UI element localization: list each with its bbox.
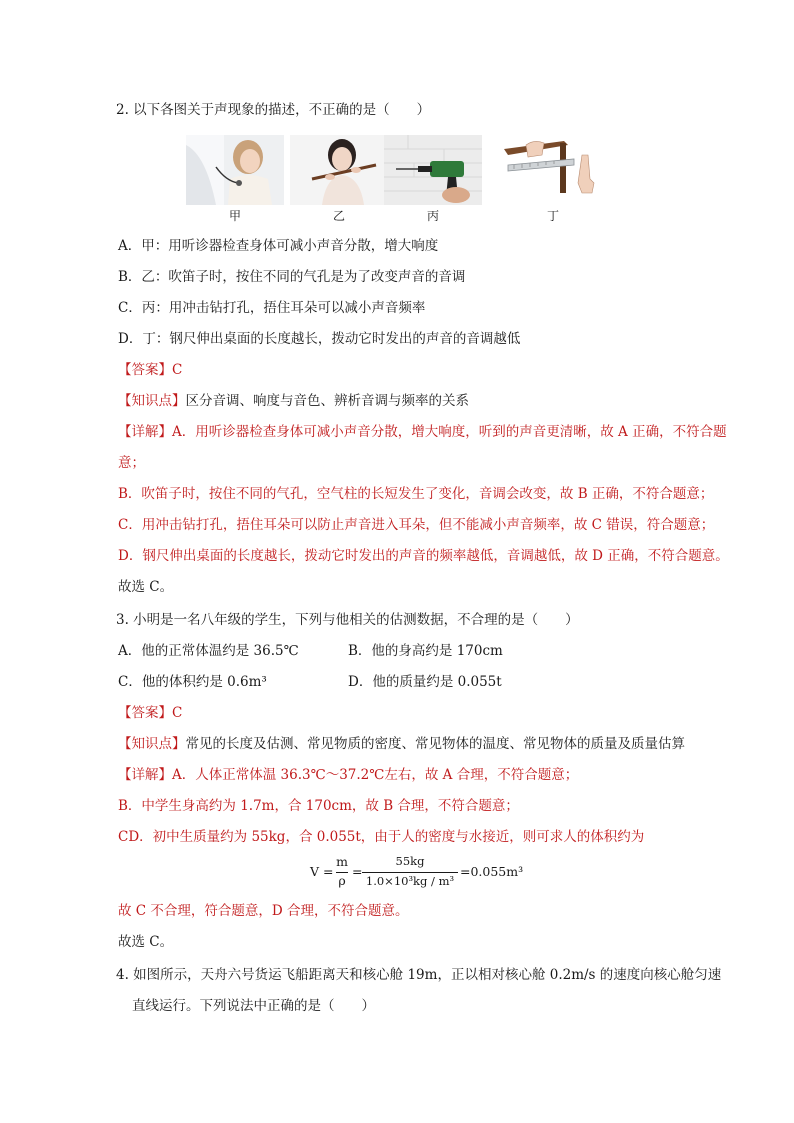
fraction-bar xyxy=(362,872,458,873)
figure-jia-stethoscope xyxy=(186,135,284,205)
formula-rho: ρ xyxy=(338,873,346,888)
answer-value: C xyxy=(172,705,183,721)
q2-stem: 2. 以下各图关于声现象的描述，不正确的是（ ） xyxy=(116,102,431,118)
knowledge-tag: 【知识点】 xyxy=(118,393,186,409)
q3-answer xyxy=(118,703,182,723)
caption-yi: 乙 xyxy=(332,209,345,223)
knowledge-tag: 【知识点】 xyxy=(118,736,186,752)
q2-knowledge-point xyxy=(118,391,469,411)
knowledge-text: 常见的长度及估测、常见物质的密度、常见物体的温度、常见物体的质量及质量估算 xyxy=(185,736,685,752)
q3-option-c: C．他的体积约是 0.6m³ xyxy=(118,674,267,690)
explain-text: A．用听诊器检查身体可减小声音分散，增大响度，听到的声音更清晰，故 A 正确，不符合题 xyxy=(172,424,727,440)
q3-explain-line-3: CD．初中生质量约为 55kg，合 0.055t，由于人的密度与水接近，则可求人的体积约为 xyxy=(118,829,645,845)
q2-option-b: B．乙：吹笛子时，按住不同的气孔是为了改变声音的音调 xyxy=(118,269,466,285)
q2-option-c: C．丙：用冲击钻打孔，捂住耳朵可以减小声音频率 xyxy=(118,300,426,316)
q2-conclusion: 故选 C。 xyxy=(118,579,174,595)
answer-tag: 【答案】 xyxy=(118,362,172,378)
formula-lhs: V = xyxy=(310,864,334,879)
q3-option-d: D．他的质量约是 0.055t xyxy=(348,674,502,690)
caption-jia: 甲 xyxy=(228,209,241,223)
q3-option-b: B．他的身高约是 170cm xyxy=(348,643,503,659)
formula-m: m xyxy=(336,854,348,869)
q2-answer xyxy=(118,360,182,380)
q2-option-d: D．丁：钢尺伸出桌面的长度越长，拨动它时发出的声音的音调越低 xyxy=(118,331,521,347)
explain-text: A．人体正常体温 36.3℃～37.2℃左右，故 A 合理，不符合题意； xyxy=(172,767,579,783)
formula-result: =0.055m³ xyxy=(460,864,524,879)
formula-denominator: 1.0×10³kg / m³ xyxy=(365,874,455,888)
volume-formula xyxy=(310,852,530,892)
q2-explain-line-5: D．钢尺伸出桌面的长度越长，拨动它时发出的声音的频率越低，音调越低，故 D 正确，不符合题意。 xyxy=(118,548,729,564)
q4-stem-line-1: 4. 如图所示，天舟六号货运飞船距离天和核心舱 19m，正以相对核心舱 0.2m/s 的速度向核心舱匀速 xyxy=(116,967,722,983)
q3-explain-line-2: B．中学生身高约为 1.7m，合 170cm，故 B 合理，不符合题意； xyxy=(118,798,519,814)
figure-yi-flute xyxy=(290,135,388,205)
q4-stem-line-2: 直线运行。下列说法中正确的是（ ） xyxy=(132,998,375,1014)
figure-ding-ruler xyxy=(504,135,602,205)
knowledge-text: 区分音调、响度与音色、辨析音调与频率的关系 xyxy=(185,393,469,409)
caption-ding: 丁 xyxy=(546,209,559,223)
explain-tag: 【详解】 xyxy=(118,767,172,783)
answer-tag: 【答案】 xyxy=(118,705,172,721)
q2-explain-line-4: C．用冲击钻打孔，捂住耳朵可以防止声音进入耳朵，但不能减小声音频率，故 C 错误，符合题意； xyxy=(118,517,715,533)
q2-explain-line-1 xyxy=(118,422,727,442)
figure-bing-drill xyxy=(384,135,482,205)
q2-explain-line-2: 意； xyxy=(118,455,145,471)
q3-option-a: A．他的正常体温约是 36.5℃ xyxy=(118,643,299,659)
q3-knowledge-point xyxy=(118,734,685,754)
formula-numerator: 55kg xyxy=(395,854,425,868)
q3-conclusion: 故选 C。 xyxy=(118,934,174,950)
formula-eq: = xyxy=(352,864,363,879)
q3-explain-line-1 xyxy=(118,765,578,785)
q2-option-a: A．甲：用听诊器检查身体可减小声音分散，增大响度 xyxy=(118,238,439,254)
q2-explain-line-3: B．吹笛子时，按住不同的气孔，空气柱的长短发生了变化，音调会改变，故 B 正确，不符合题意； xyxy=(118,486,714,502)
explain-tag: 【详解】 xyxy=(118,424,172,440)
q3-after: 故 C 不合理，符合题意，D 合理，不符合题意。 xyxy=(118,903,409,919)
answer-value: C xyxy=(172,362,183,378)
caption-bing: 丙 xyxy=(426,209,439,223)
q2-figures xyxy=(186,135,576,225)
q3-stem: 3. 小明是一名八年级的学生，下列与他相关的估测数据，不合理的是（ ） xyxy=(116,612,579,628)
